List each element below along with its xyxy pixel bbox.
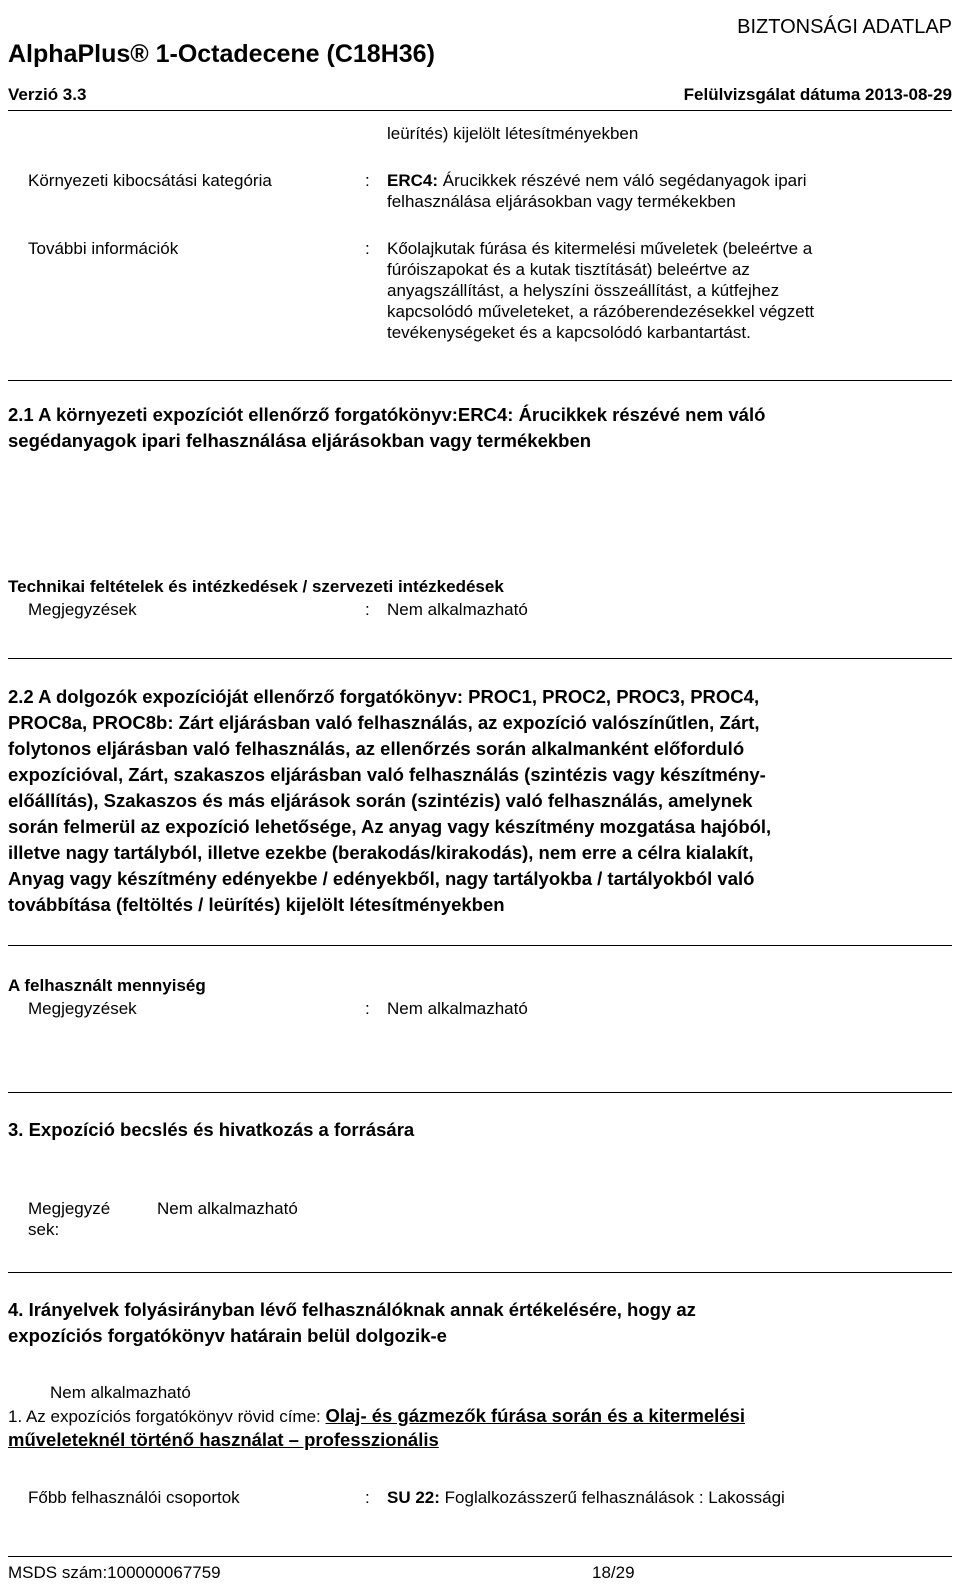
main-user-groups-colon: : — [365, 1488, 370, 1507]
section-2-2-line: folytonos eljárásban való felhasználás, az ellenőrzés során alkalmanként előforduló — [8, 738, 745, 759]
user-group-code: SU 22: — [387, 1488, 440, 1507]
amount-used-heading: A felhasznált mennyiség — [8, 976, 206, 995]
section-3-remarks-label-line2: sek: — [28, 1220, 60, 1239]
version-label: Verzió 3.3 — [8, 85, 87, 104]
section-3-heading: 3. Expozíció becslés és hivatkozás a forrására — [8, 1119, 415, 1140]
section-2-2-heading: 2.2 A dolgozók expozícióját ellenőrző forgatókönyv: PROC1, PROC2, PROC3, PROC4, — [8, 686, 760, 707]
section-divider — [8, 380, 952, 381]
section-2-1-heading: 2.1 A környezeti expozíciót ellenőrző forgatókönyv:ERC4: Árucikkek részévé nem váló — [8, 404, 766, 425]
env-category-value — [387, 170, 807, 191]
remarks-value: Nem alkalmazható — [387, 600, 528, 619]
section-2-2-line: során felmerül az expozíció lehetősége, Az anyag vagy készítmény mozgatása hajóból, — [8, 816, 772, 837]
remarks-label: Megjegyzések — [28, 600, 137, 619]
section-4-heading-line2: expozíciós forgatókönyv határain belül dolgozik-e — [8, 1325, 447, 1346]
main-user-groups-value — [387, 1487, 785, 1508]
remarks-value: Nem alkalmazható — [387, 999, 528, 1018]
further-info-line: fúróiszapokat és a kutak tisztítását) beleértve az — [387, 260, 750, 279]
further-info-line: Kőolajkutak fúrása és kitermelési műveletek (beleértve a — [387, 239, 813, 258]
section-2-1-heading-line2: segédanyagok ipari felhasználása eljárásokban vagy termékekben — [8, 430, 592, 451]
scenario-title-bold: Olaj- és gázmezők fúrása során és a kitermelési — [325, 1405, 746, 1426]
remarks-colon: : — [365, 600, 370, 619]
scenario-title-line2: műveleteknél történő használat – professzionális — [8, 1429, 439, 1450]
scenario-title-prefix: 1. Az expozíciós forgatókönyv rövid címe: — [8, 1407, 326, 1426]
section-4-heading: 4. Irányelvek folyásirányban lévő felhasználóknak annak értékelésére, hogy az — [8, 1299, 696, 1320]
continuation-line: leürítés) kijelölt létesítményekben — [387, 124, 639, 143]
further-info-label: További információk — [28, 239, 179, 258]
env-category-text: Árucikkek részévé nem váló segédanyagok ipari — [438, 171, 807, 190]
document-type: BIZTONSÁGI ADATLAP — [737, 16, 952, 38]
product-title: AlphaPlus® 1-Octadecene (C18H36) — [8, 40, 435, 68]
section-2-2-line: előállítás), Szakaszos és más eljárások során (szintézis) való felhasználás, amelynek — [8, 790, 753, 811]
msds-number: MSDS szám:100000067759 — [8, 1563, 221, 1582]
section-divider — [8, 945, 952, 946]
user-group-text: Foglalkozásszerű felhasználások : Lakossági — [439, 1488, 785, 1507]
further-info-colon: : — [365, 239, 370, 258]
section-divider — [8, 1272, 952, 1273]
further-info-line: anyagszállítást, a helyszíni összeállítást, a kútfejhez — [387, 281, 780, 300]
section-2-2-line: továbbítása (feltöltés / leürítés) kijelölt létesítményekben — [8, 894, 505, 915]
env-category-value-line2: felhasználása eljárásokban vagy termékekben — [387, 192, 736, 211]
section-4-value: Nem alkalmazható — [50, 1383, 191, 1402]
remarks-label: Megjegyzések — [28, 999, 137, 1018]
section-2-2-line: Anyag vagy készítmény edényekbe / edényekből, nagy tartályokba / tartályokból való — [8, 868, 755, 889]
section-divider — [8, 658, 952, 659]
revision-date: Felülvizsgálat dátuma 2013-08-29 — [683, 85, 952, 104]
scenario-title — [8, 1403, 745, 1430]
section-divider — [8, 1092, 952, 1093]
section-2-2-line: expozícióval, Zárt, szakaszos eljárásban való felhasználás (szintézis vagy készítmény- — [8, 764, 766, 785]
remarks-colon: : — [365, 999, 370, 1018]
section-2-2-line: illetve nagy tartályból, illetve ezekbe (berakodás/kirakodás), nem erre a célra kialakít, — [8, 842, 754, 863]
header-divider — [8, 110, 952, 111]
main-user-groups-label: Főbb felhasználói csoportok — [28, 1488, 240, 1507]
further-info-line: kapcsolódó műveleteket, a rázóberendezésekkel végzett — [387, 302, 815, 321]
page-number: 18/29 — [592, 1563, 635, 1582]
section-2-2-line: PROC8a, PROC8b: Zárt eljárásban való felhasználás, az expozíció valószínűtlen, Zárt, — [8, 712, 760, 733]
section-3-remarks-value: Nem alkalmazható — [157, 1199, 298, 1218]
env-category-code: ERC4: — [387, 171, 439, 190]
technical-measures-heading: Technikai feltételek és intézkedések / szervezeti intézkedések — [8, 577, 504, 596]
section-3-remarks-label: Megjegyzé — [28, 1199, 111, 1218]
further-info-line: tevékenységeket és a kapcsolódó karbantartást. — [387, 323, 751, 342]
env-category-label: Környezeti kibocsátási kategória — [28, 171, 272, 190]
env-category-colon: : — [365, 171, 370, 190]
footer-divider — [8, 1556, 952, 1557]
